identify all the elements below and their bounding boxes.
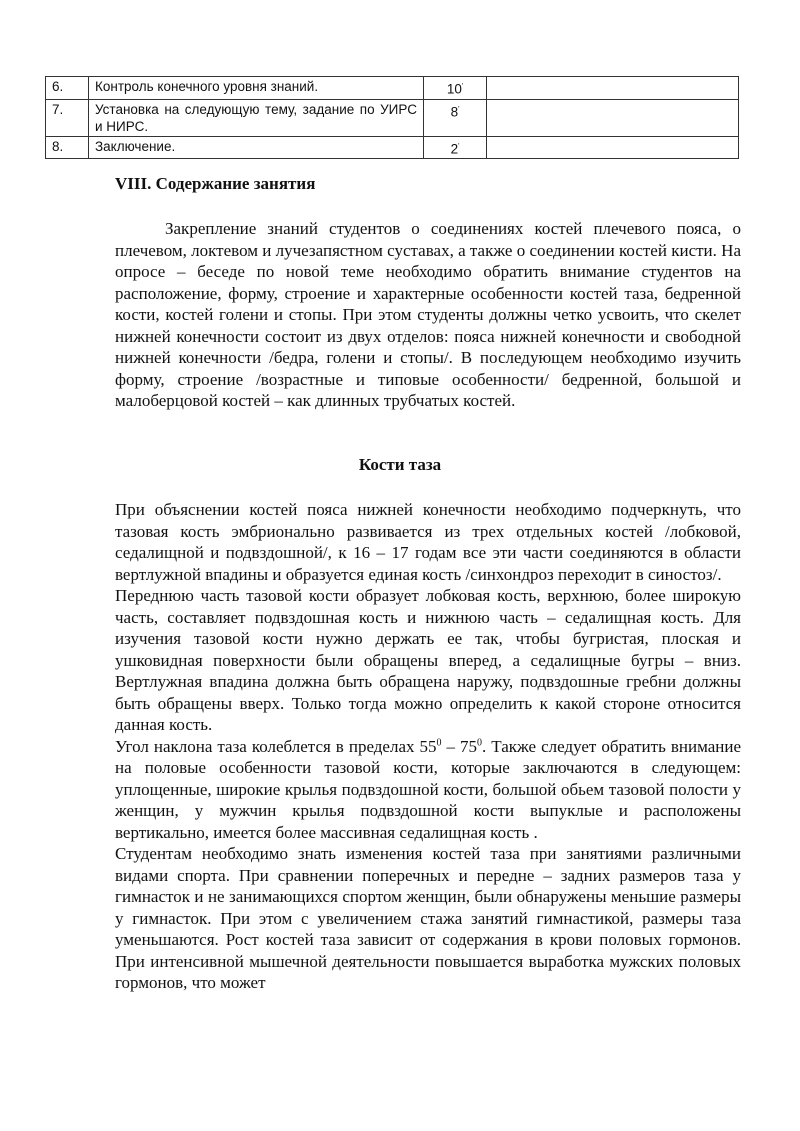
paragraph-pelvic-angle [115, 736, 741, 844]
row-time [424, 99, 487, 136]
row-description: Заключение. [89, 136, 424, 159]
row-extra-cell [487, 77, 739, 100]
row-description: Установка на следующую тему, задание по УИРС и НИРС. [89, 99, 424, 136]
row-description: Контроль конечного уровня знаний. [89, 77, 424, 100]
row-extra-cell [487, 136, 739, 159]
table-row [46, 136, 739, 159]
paragraph-text: . Также следует обратить внимание на половые особенности тазовой кости, которые заключаются в следующем: уплощенные, широкие крылья подвздошной кости, большой обьем тазовой полости у женщин, у мужчин крылья подвздошной кости выпуклые и расположены вертикально, имеется более массивная седалищная кость . [115, 736, 741, 842]
paragraph: Переднюю часть тазовой кости образует лобковая кость, верхнюю, более широкую часть, составляет подвздошная кость и нижнюю часть – седалищная кость. Для изучения тазовой кости нужно держать ее так, чтобы бугристая, плоская и ушковидная поверхности были обращены вперед, а седалищные бугры – вниз. Вертлужная впадина должна быть обращена наружу, подвздошные гребни должны быть обращены вверх. Только тогда можно определить к какой стороне относится данная кость. [115, 586, 741, 734]
row-extra-cell [487, 99, 739, 136]
minute-mark: ' [458, 105, 460, 113]
row-time [424, 77, 487, 100]
row-time [424, 136, 487, 159]
row-number: 6. [46, 77, 89, 100]
row-number: 8. [46, 136, 89, 159]
degree-mark: 0 [436, 736, 442, 748]
subsection-heading: Кости таза [358, 455, 442, 474]
lesson-plan-table [45, 76, 739, 159]
table-row [46, 77, 739, 100]
degree-mark: 0 [477, 736, 483, 748]
paragraph-text: – 75 [441, 736, 478, 756]
intro-text: Закрепление знаний студентов о соединениях костей плечевого пояса, о плечевом, локтевом и лучезапястном суставах, а также о соединении костей кисти. На опросе – беседе по новой теме необходимо обратить внимание студентов на расположение, форму, строение и характерные особенности костей таза, бедренной кости, костей голени и стопы. При этом студенты должны четко усвоить, что скелет нижней конечности состоит из двух отделов: пояса нижней конечности и свободной нижней конечности /бедра, голени и стопы/. В последующем необходимо изучить форму, строение /возрастные и типовые особенности/ бедренной, большой и малоберцовой костей – как длинных трубчатых костей. [115, 219, 741, 410]
paragraph: Студентам необходимо знать изменения костей таза при занятиями различными видами спорта. При сравнении поперечных и передне – задних размеров таза у гимнасток и не занимающихся спортом женщин, были обнаружены меньшие размеры у гимнасток. При этом с увеличением стажа занятий гимнастикой, размеры таза уменьшаются. Рост костей таза зависит от содержания в крови половых гормонов. При интенсивной мышечной деятельности повышается выработка мужских половых гормонов, что может [115, 844, 741, 992]
table-row [46, 99, 739, 136]
row-number: 7. [46, 99, 89, 136]
paragraph: При объяснении костей пояса нижней конечности необходимо подчеркнуть, что тазовая кость эмбрионально развивается из трех отдельных костей /лобковой, седалищной и подвздошной/, к 16 – 17 годам все эти части соединяются в области вертлужной впадины и образуется единая кость /синхондроз переходит в синостоз/. [115, 500, 741, 584]
row-time-value: 2 [450, 141, 459, 156]
minute-mark: ' [461, 83, 464, 90]
pelvis-text-block [115, 499, 741, 994]
row-time-value: 8 [450, 104, 459, 119]
section-heading: VIII. Содержание занятия [115, 174, 316, 193]
intro-paragraph [115, 218, 741, 412]
row-time-value: 10 [446, 81, 462, 97]
minute-mark: ' [458, 142, 460, 150]
paragraph-text: Угол наклона таза колеблется в пределах 55 [115, 736, 437, 756]
